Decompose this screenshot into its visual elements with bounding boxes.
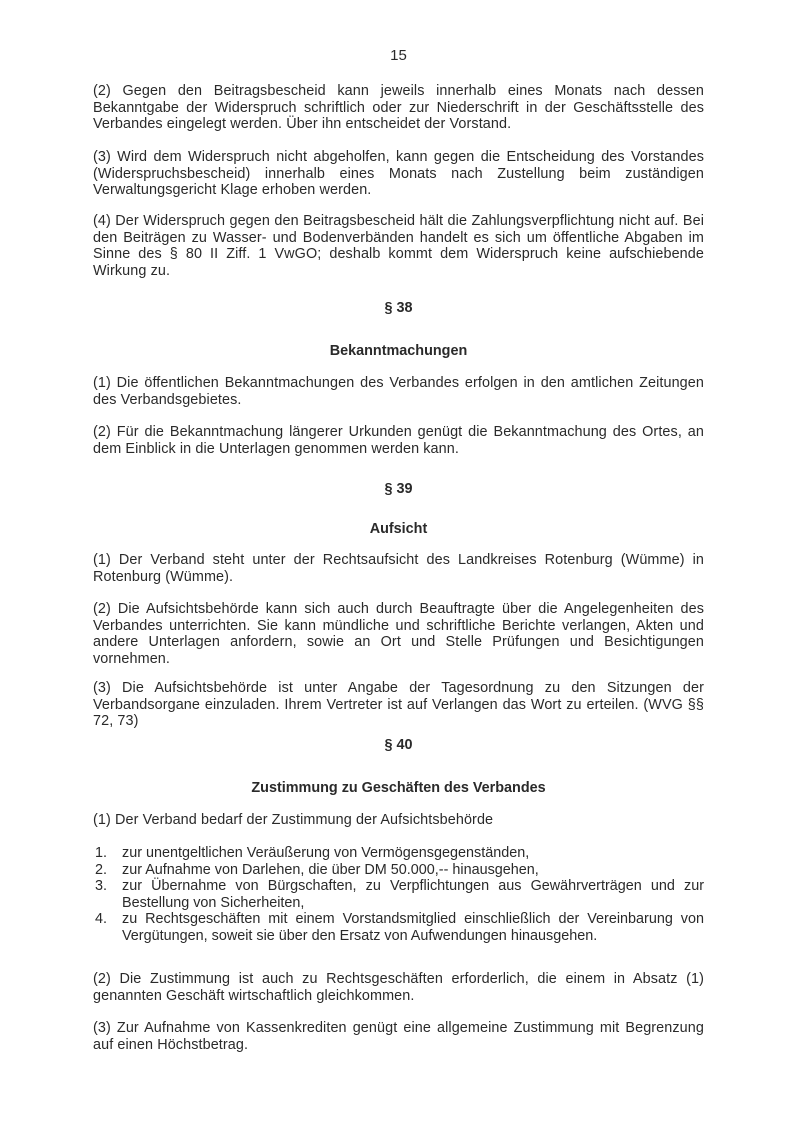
section-title-zustimmung: Zustimmung zu Geschäften des Verbandes xyxy=(251,780,546,796)
paragraph-40-1: (1) Der Verband bedarf der Zustimmung der Aufsichtsbehörde xyxy=(93,812,494,828)
list-item-text: zu Rechtsgeschäften mit einem Vorstandsmitglied einschließlich der Vereinbarung von Vergütungen, soweit sie über den Ersatz von Aufwendungen hinausgehen. xyxy=(122,911,704,944)
list-item xyxy=(93,878,704,911)
paragraph-38-1: (1) Die öffentlichen Bekanntmachungen des Verbandes erfolgen in den amtlichen Zeitungen des Verbandsgebietes. xyxy=(93,375,704,408)
list-item xyxy=(93,845,704,862)
list-item-text: zur unentgeltlichen Veräußerung von Vermögensgegenständen, xyxy=(122,845,530,861)
list-item-number: 1. xyxy=(95,845,108,861)
paragraph-38-2: (2) Für die Bekanntmachung längerer Urkunden genügt die Bekanntmachung des Ortes, an dem Einblick in die Unterlagen genommen werden kann. xyxy=(93,424,704,457)
section-number-39: § 39 xyxy=(384,481,413,497)
paragraph-no-suspensive-effect: (4) Der Widerspruch gegen den Beitragsbescheid hält die Zahlungsverpflichtung nicht auf. Bei den Beiträgen zu Wasser- und Bodenverbänden handelt es sich um öffentliche Abgaben im Sinne des § 80 II Ziff. 1 VwGO; deshalb kommt dem Widerspruch keine aufschiebende Wirkung zu. xyxy=(93,213,704,279)
list-item xyxy=(93,862,704,879)
paragraph-lawsuit: (3) Wird dem Widerspruch nicht abgeholfen, kann gegen die Entscheidung des Vorstandes (Widerspruchsbescheid) innerhalb eines Monats nach Zustellung beim zuständigen Verwaltungsgericht Klage erhoben werden. xyxy=(93,149,704,199)
paragraph-40-3: (3) Zur Aufnahme von Kassenkrediten genügt eine allgemeine Zustimmung mit Begrenzung auf einen Höchstbetrag. xyxy=(93,1020,704,1053)
section-title-aufsicht: Aufsicht xyxy=(369,521,428,537)
list-item-number: 3. xyxy=(95,878,108,895)
list-item-text: zur Übernahme von Bürgschaften, zu Verpflichtungen aus Gewährverträgen und zur Bestellung von Sicherheiten, xyxy=(122,878,704,911)
section-number-40: § 40 xyxy=(384,737,413,753)
list-item-number: 4. xyxy=(95,911,108,928)
list-item-text: zur Aufnahme von Darlehen, die über DM 50.000,-- hinausgehen, xyxy=(122,861,539,878)
section-number-38: § 38 xyxy=(384,300,413,316)
paragraph-39-1: (1) Der Verband steht unter der Rechtsaufsicht des Landkreises Rotenburg (Wümme) in Rotenburg (Wümme). xyxy=(93,552,704,585)
paragraph-40-2: (2) Die Zustimmung ist auch zu Rechtsgeschäften erforderlich, die einem in Absatz (1) genannten Geschäft wirtschaftlich gleichkommen. xyxy=(93,971,704,1004)
section-title-bekanntmachungen: Bekanntmachungen xyxy=(329,343,468,359)
page-number: 15 xyxy=(390,47,407,64)
paragraph-39-3: (3) Die Aufsichtsbehörde ist unter Angabe der Tagesordnung zu den Sitzungen der Verbandsorgane einzuladen. Ihrem Vertreter ist auf Verlangen das Wort zu erteilen. (WVG §§ 72, 73) xyxy=(93,680,704,730)
paragraph-39-2: (2) Die Aufsichtsbehörde kann sich auch durch Beauftragte über die Angelegenheiten des Verbandes unterrichten. Sie kann mündliche und schriftliche Berichte verlangen, Akten und andere Unterlagen anfordern, sowie an Ort und Stelle Prüfungen und Besichtigungen vornehmen. xyxy=(93,601,704,667)
list-item xyxy=(93,911,704,944)
paragraph-objection: (2) Gegen den Beitragsbescheid kann jeweils innerhalb eines Monats nach dessen Bekanntgabe der Widerspruch schriftlich oder zur Niederschrift in der Geschäftsstelle des Verbandes eingelegt werden. Über ihn entscheidet der Vorstand. xyxy=(93,83,704,133)
list-item-number: 2. xyxy=(95,861,108,878)
approval-list xyxy=(93,845,704,945)
